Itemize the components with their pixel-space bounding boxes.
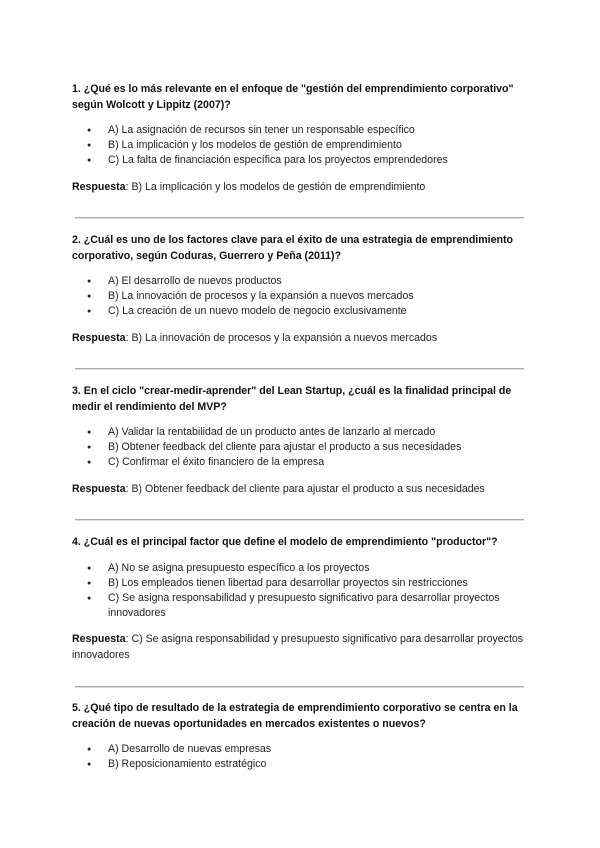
option: ● B) Obtener feedback del cliente para ajustar el producto a sus necesidades xyxy=(72,440,532,455)
question-2 xyxy=(72,233,532,346)
question-1 xyxy=(72,82,532,195)
answer-label: Respuesta xyxy=(72,331,126,344)
options-list xyxy=(72,425,532,471)
question-title: 2. ¿Cuál es uno de los factores clave para el éxito de una estrategia de emprendimiento corporativo, según Coduras, Guerrero y Peña (2011)? xyxy=(72,234,513,262)
answer: Respuesta: B) La innovación de procesos y la expansión a nuevos mercados xyxy=(72,331,438,344)
answer-label: Respuesta xyxy=(72,633,126,646)
answer-label: Respuesta xyxy=(72,180,126,193)
answer: Respuesta: C) Se asigna responsabilidad y presupuesto significativo para desarrollar proyectos innovadores xyxy=(72,633,524,661)
question-title: 1. ¿Qué es lo más relevante en el enfoque de "gestión del emprendimiento corporativo" según Wolcott y Lippitz (2007)? xyxy=(72,83,514,111)
divider xyxy=(75,217,524,219)
option: ● C) Confirmar el éxito financiero de la empresa xyxy=(72,455,532,470)
answer-label: Respuesta xyxy=(72,482,126,495)
question-5 xyxy=(72,701,532,772)
option: ● B) La implicación y los modelos de gestión de emprendimiento xyxy=(72,138,532,153)
option: ● C) La falta de financiación específica para los proyectos emprendedores xyxy=(72,153,532,168)
answer-text: B) Obtener feedback del cliente para ajustar el producto a sus necesidades xyxy=(131,482,485,495)
options-list xyxy=(72,274,532,320)
answer: Respuesta: B) Obtener feedback del cliente para ajustar el producto a sus necesidades xyxy=(72,482,485,495)
question-title: 3. En el ciclo "crear-medir-aprender" del Lean Startup, ¿cuál es la finalidad principal de medir el rendimiento del MVP? xyxy=(72,385,512,413)
divider xyxy=(75,519,524,521)
option: ● A) Desarrollo de nuevas empresas xyxy=(72,742,532,757)
option: ● B) Reposicionamiento estratégico xyxy=(72,757,532,772)
option: ● B) La innovación de procesos y la expansión a nuevos mercados xyxy=(72,289,532,304)
option: ● C) La creación de un nuevo modelo de negocio exclusivamente xyxy=(72,304,532,319)
question-4 xyxy=(72,535,532,663)
answer-text: C) Se asigna responsabilidad y presupuesto significativo para desarrollar proyectos innovadores xyxy=(72,633,524,661)
options-list xyxy=(72,561,532,622)
answer-text: B) La innovación de procesos y la expansión a nuevos mercados xyxy=(131,331,438,344)
question-title: 4. ¿Cuál es el principal factor que define el modelo de emprendimiento "productor"? xyxy=(72,536,498,548)
answer: Respuesta: B) La implicación y los modelos de gestión de emprendimiento xyxy=(72,180,426,193)
options-list xyxy=(72,123,532,169)
question-title: 5. ¿Qué tipo de resultado de la estrategia de emprendimiento corporativo se centra en la creación de nuevas oportunidades en mercados existentes o nuevos? xyxy=(72,702,518,730)
option: ● A) La asignación de recursos sin tener un responsable específico xyxy=(72,123,532,138)
divider xyxy=(75,686,524,688)
option: ● B) Los empleados tienen libertad para desarrollar proyectos sin restricciones xyxy=(72,576,532,591)
question-3 xyxy=(72,384,532,497)
answer-text: B) La implicación y los modelos de gestión de emprendimiento xyxy=(131,180,426,193)
option: ● A) El desarrollo de nuevos productos xyxy=(72,274,532,289)
option: ● A) Validar la rentabilidad de un producto antes de lanzarlo al mercado xyxy=(72,425,532,440)
option: ● A) No se asigna presupuesto específico a los proyectos xyxy=(72,561,532,576)
option: ● C) Se asigna responsabilidad y presupuesto significativo para desarrollar proyectos innovadores xyxy=(72,591,532,621)
options-list xyxy=(72,742,532,772)
divider xyxy=(75,368,524,370)
